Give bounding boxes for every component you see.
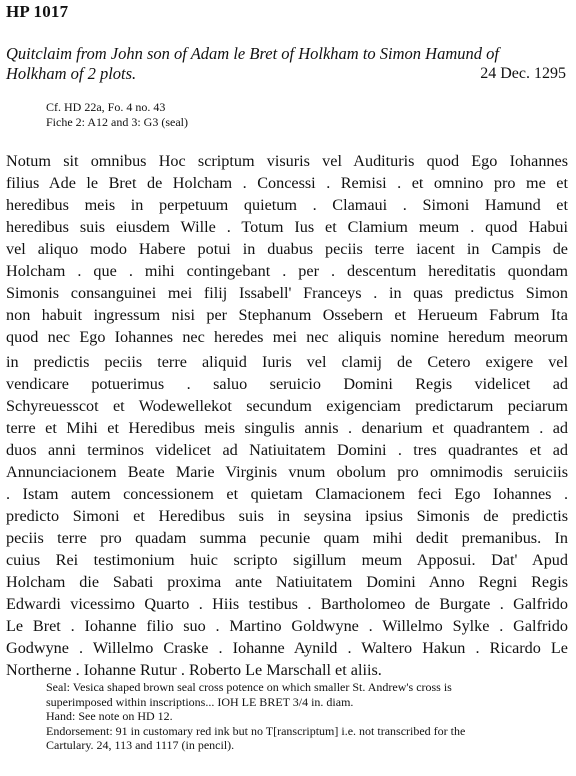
transcription-line: non habuit ingressum nisi per Stephanum Ossebern et Herueum Fabrum Ita — [6, 306, 568, 324]
transcription-line: Schyreuesscot et Wodewellekot secundum exigenciam predictarum peciarum — [6, 397, 568, 415]
transcription-line: Le Bret . Iohanne filio suo . Martino Goldwyne . Willelmo Sylke . Galfrido — [6, 617, 568, 635]
cross-reference-hd: Cf. HD 22a, Fo. 4 no. 43 — [46, 100, 166, 114]
transcription-line: . Istam autem concessionem et quietam Clamacionem feci Ego Iohannes . — [6, 485, 568, 503]
document-title-block — [6, 44, 566, 84]
document-title-line-2: Holkham of 2 plots. — [6, 64, 137, 83]
cross-references — [46, 100, 188, 130]
transcription-line: predicto Simoni et Heredibus suis in seysina ipsius Simonis de predictis — [6, 507, 568, 525]
cross-reference-fiche: Fiche 2: A12 and 3: G3 (seal) — [46, 115, 188, 129]
transcription-line: Notum sit omnibus Hoc scriptum visuris vel Audituris quod Ego Iohannes — [6, 152, 568, 170]
transcription-line: vendicare potuerimus . saluo seruicio Domini Regis videlicet ad — [6, 375, 568, 393]
hand-note: Hand: See note on HD 12. — [46, 709, 173, 723]
document-title-line-1: Quitclaim from John son of Adam le Bret of Holkham to Simon Hamund of — [6, 44, 499, 63]
transcription-line: Edwardi vicessimo Quarto . Hiis testibus . Bartholomeo de Burgate . Galfrido — [6, 595, 568, 613]
endorsement-note-line-2: Cartulary. 24, 113 and 1117 (in pencil). — [46, 738, 235, 752]
transcription-line: terre et Mihi et Heredibus meis singulis annis . denarium et quadrantem . ad — [6, 419, 568, 437]
transcription-line: filius Ade le Bret de Holcham . Concessi . Remisi . et omnino pro me et — [6, 174, 568, 192]
seal-note-line-1: Seal: Vesica shaped brown seal cross potence on which smaller St. Andrew's cross is — [46, 680, 452, 694]
document-date: 24 Dec. 1295 — [480, 65, 566, 82]
transcription-line: heredibus suis eiusdem Wille . Totum Ius et Clamium meum . quod Habui — [6, 218, 568, 236]
document-reference-id: HP 1017 — [6, 2, 69, 21]
latin-transcription — [6, 150, 568, 681]
transcription-line: vel aliquo modo Habere potui in duabus peciis terre iacent in Campis de — [6, 240, 568, 258]
transcription-line: Holcham . que . mihi contingebant . per . descentum hereditatis quondam — [6, 262, 568, 280]
transcription-line: cuius Rei testimonium huic scripto sigillum meum Apposui. Dat' Apud — [6, 551, 568, 569]
seal-note-line-2: superimposed within inscriptions... IOH LE BRET 3/4 in. diam. — [46, 694, 354, 709]
transcription-line: Holcham die Sabati proxima ante Natiuitatem Domini Anno Regni Regis — [6, 573, 568, 591]
transcription-line: Simonis consanguinei mei filij Issabell' Franceys . in quas predictus Simon — [6, 284, 568, 302]
transcription-line: quod nec Ego Iohannes nec heredes mei nec aliquis nomine heredum meorum — [6, 328, 568, 346]
transcription-line: Godwyne . Willelmo Craske . Iohanne Aynild . Waltero Hakun . Ricardo Le — [6, 639, 568, 657]
transcription-line: in predictis peciis terre aliquid Iuris vel clamij de Cetero exigere vel — [6, 353, 568, 371]
editorial-notes — [46, 680, 568, 753]
transcription-line: duos anni terminos videlicet ad Natiuitatem Domini . tres quadrantes et ad — [6, 441, 568, 459]
transcription-line: Annunciacionem Beate Marie Virginis vnum obolum pro omnimodis seruiciis — [6, 463, 568, 481]
endorsement-note-line-1: Endorsement: 91 in customary red ink but no T[ranscriptum] i.e. not transcribed for the — [46, 723, 466, 738]
transcription-line: Northerne . Iohanne Rutur . Roberto Le Marschall et aliis. — [6, 661, 382, 679]
transcription-line: peciis terre pro quadam summa pecunie quam mihi dedit premanibus. In — [6, 529, 568, 547]
transcription-line: heredibus meis in perpetuum quietum . Clamaui . Simoni Hamund et — [6, 196, 568, 214]
